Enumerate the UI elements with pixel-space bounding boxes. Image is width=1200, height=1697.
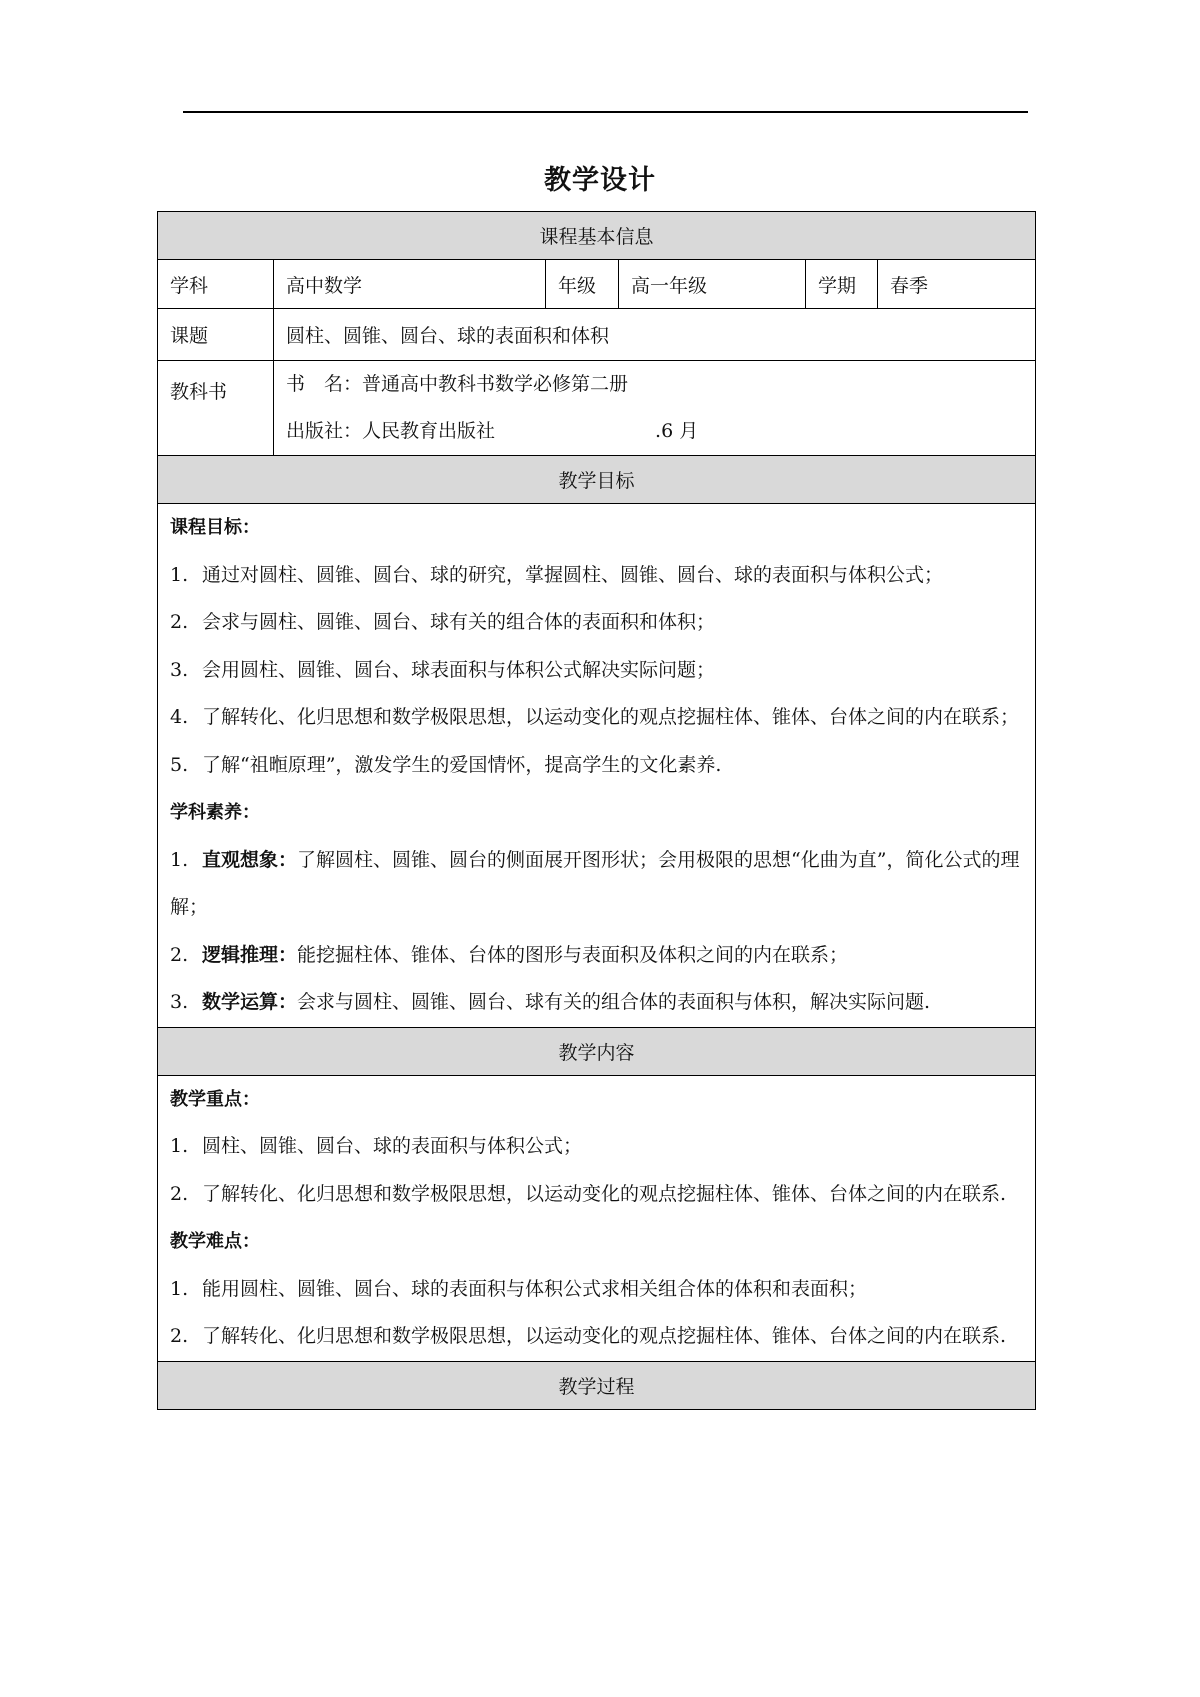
content-body — [158, 1075, 1036, 1361]
section-basic-info: 课程基本信息 — [158, 212, 1036, 260]
document-title: 教学设计 — [544, 165, 656, 196]
list-item: 2. 了解转化、化归思想和数学极限思想，以运动变化的观点挖掘柱体、锥体、台体之间的内在联系. — [170, 1325, 1007, 1347]
list-item: 4. 了解转化、化归思想和数学极限思想，以运动变化的观点挖掘柱体、锥体、台体之间的内在联系； — [170, 706, 1020, 728]
lesson-plan-table — [157, 211, 1036, 1410]
term-value: 春季 — [878, 260, 1036, 309]
list-item: 1. 直观想象：了解圆柱、圆锥、圆台的侧面展开图形状；会用极限的思想“化曲为直”，简化公式的理解； — [170, 848, 1020, 918]
term-label: 学期 — [806, 260, 878, 309]
section-process: 教学过程 — [158, 1361, 1036, 1409]
textbook-details — [274, 361, 1036, 456]
subject-value: 高中数学 — [274, 260, 546, 309]
list-item: 1. 能用圆柱、圆锥、圆台、球的表面积与体积公式求相关组合体的体积和表面积； — [170, 1277, 868, 1300]
objectives-body — [158, 504, 1036, 1028]
course-objectives-heading: 课程目标： — [170, 517, 260, 538]
subject-label: 学科 — [158, 260, 274, 309]
topic-label: 课题 — [158, 309, 274, 361]
topic-value: 圆柱、圆锥、圆台、球的表面积和体积 — [274, 309, 1036, 361]
list-item: 3. 数学运算：会求与圆柱、圆锥、圆台、球有关的组合体的表面积与体积，解决实际问题. — [170, 991, 931, 1013]
grade-value: 高一年级 — [619, 260, 806, 309]
grade-label: 年级 — [546, 260, 619, 309]
list-item: 3. 会用圆柱、圆锥、圆台、球表面积与体积公式解决实际问题； — [170, 658, 716, 681]
list-item: 2. 逻辑推理：能挖掘柱体、锥体、台体的图形与表面积及体积之间的内在联系； — [170, 943, 849, 966]
textbook-label: 教科书 — [158, 361, 274, 456]
list-item: 2. 了解转化、化归思想和数学极限思想，以运动变化的观点挖掘柱体、锥体、台体之间的内在联系. — [170, 1182, 1007, 1205]
section-objectives: 教学目标 — [158, 456, 1036, 504]
section-content: 教学内容 — [158, 1027, 1036, 1075]
book-name-line: 书 名：普通高中教科书数学必修第二册 — [286, 373, 629, 395]
publisher-line: 出版社：人民教育出版社 .6 月 — [286, 420, 699, 442]
difficult-points-heading: 教学难点： — [170, 1231, 260, 1252]
list-item: 1. 通过对圆柱、圆锥、圆台、球的研究，掌握圆柱、圆锥、圆台、球的表面积与体积公式； — [170, 563, 944, 586]
literacy-heading: 学科素养： — [170, 802, 260, 823]
list-item: 1. 圆柱、圆锥、圆台、球的表面积与体积公式； — [170, 1135, 583, 1157]
publish-date: .6 月 — [655, 420, 699, 442]
list-item: 2. 会求与圆柱、圆锥、圆台、球有关的组合体的表面积和体积； — [170, 611, 716, 633]
list-item: 5. 了解“祖暅原理”，激发学生的爱国情怀，提高学生的文化素养. — [170, 753, 722, 776]
header-rule — [183, 111, 1028, 113]
key-points-heading: 教学重点： — [170, 1088, 260, 1110]
